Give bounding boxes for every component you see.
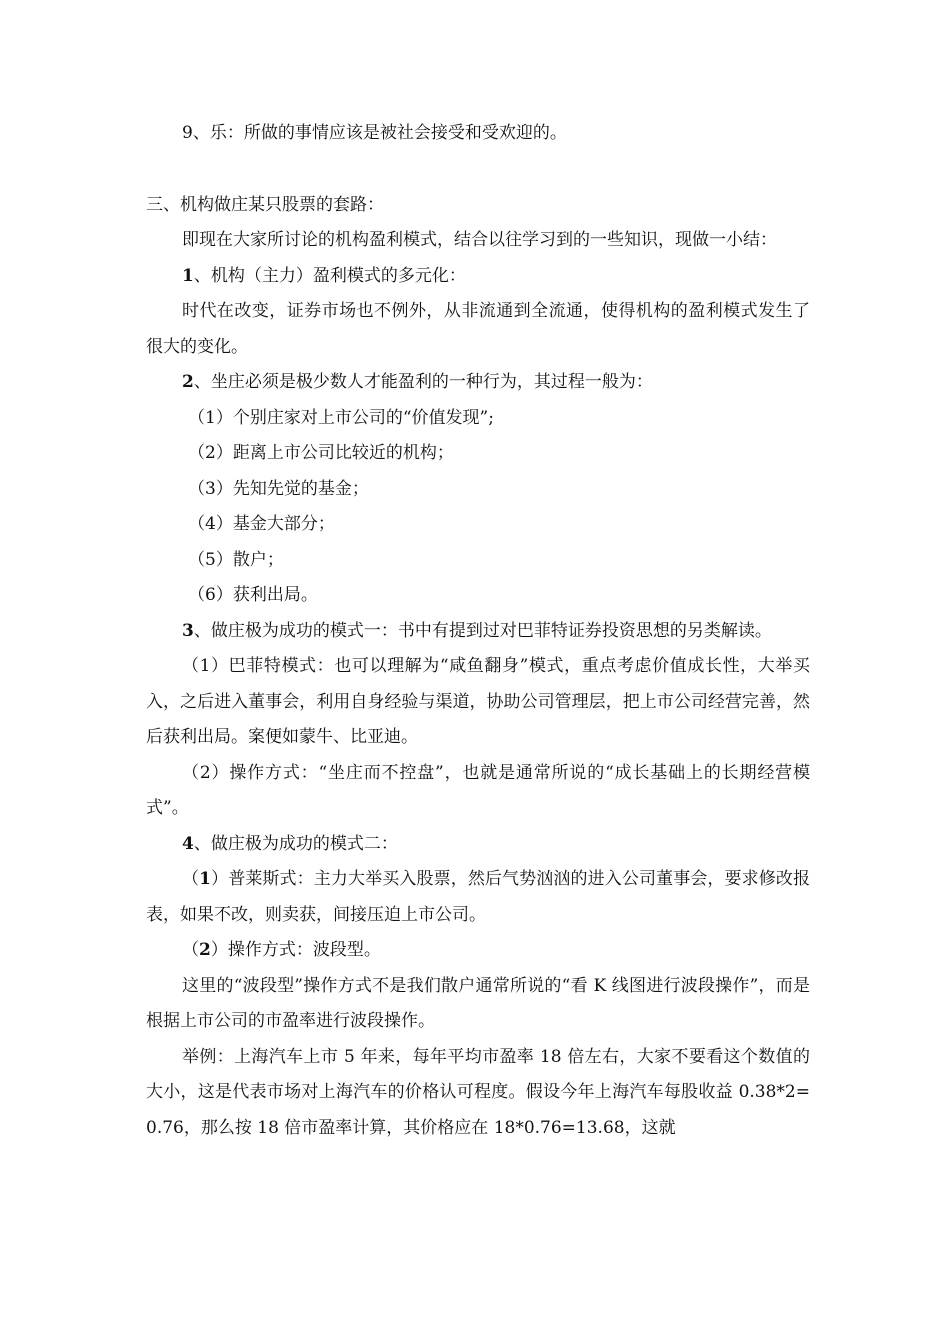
point-4-heading [146,827,810,863]
point-2-heading [146,365,810,401]
point-number: 4 [182,833,194,854]
point-number: 2 [182,372,194,392]
point-text: 、坐庄必须是极少数人才能盈利的一种行为，其过程一般为： [193,372,653,392]
point-number: 1 [182,265,194,286]
list-item: （3）先知先觉的基金； [188,478,369,499]
point-text: 、机构（主力）盈利模式的多元化： [193,265,466,286]
paragraph-9: 9、乐：所做的事情应该是被社会接受和受欢迎的。 [182,123,567,143]
point-text: 、做庄极为成功的模式一：书中有提到过对巴菲特证券投资思想的另类解读。 [193,620,772,641]
document-page [146,116,810,1146]
buffett-model-paragraph: （1）巴菲特模式：也可以理解为“咸鱼翻身”模式，重点考虑价值成长性，大举买入，之后进入董事会，利用自身经验与渠道，协助公司管理层，把上市公司经营完善，然后获利出局。案便如蒙牛、比亚迪。 [146,656,810,747]
point-1-body: 时代在改变，证券市场也不例外，从非流通到全流通，使得机构的盈利模式发生了很大的变化。 [146,301,810,357]
list-item: （6）获利出局。 [188,585,318,605]
point-number: 3 [182,620,194,641]
list-item: （5）散户； [188,549,284,570]
list-item: （2）距离上市公司比较近的机构； [188,443,454,463]
section-heading-3: 三、机构做庄某只股票的套路： [146,194,384,215]
price-model-paragraph [146,862,810,933]
band-operation-paragraph: 这里的“波段型”操作方式不是我们散户通常所说的“看 K 线图进行波段操作”，而是根据上市公司的市盈率进行波段操作。 [146,975,810,1031]
point-1-heading [146,259,810,295]
sub-number: 1 [199,869,211,889]
paren-open: （ [182,940,199,960]
paren-open: （ [182,869,200,889]
sub-number: 2 [199,940,211,960]
sub-text: ）普莱斯式：主力大举买入股票，然后气势汹汹的进入公司董事会，要求修改报表，如果不改，则卖获，间接压迫上市公司。 [146,869,811,925]
intro-paragraph: 即现在大家所讨论的机构盈利模式，结合以往学习到的一些知识，现做一小结： [182,230,777,250]
operation-method-1: （2）操作方式：“坐庄而不控盘”，也就是通常所说的“成长基础上的长期经营模式”。 [146,762,810,818]
example-paragraph: 举例：上海汽车上市 5 年来，每年平均市盈率 18 倍左右，大家不要看这个数值的大小，这是代表市场对上海汽车的价格认可程度。假设今年上海汽车每股收益 0.38*2=0.76，那么按 18 倍市盈率计算，其价格应在 18*0.76=13.68，这就 [146,1046,810,1138]
point-text: 、做庄极为成功的模式二： [193,833,398,854]
operation-method-2 [146,933,810,969]
list-item: （4）基金大部分； [188,514,335,534]
sub-text: ）操作方式：波段型。 [210,940,381,960]
point-3-heading [146,614,810,650]
paragraph-gap [146,152,810,188]
list-item: （1）个别庄家对上市公司的“价值发现”; [188,407,494,428]
